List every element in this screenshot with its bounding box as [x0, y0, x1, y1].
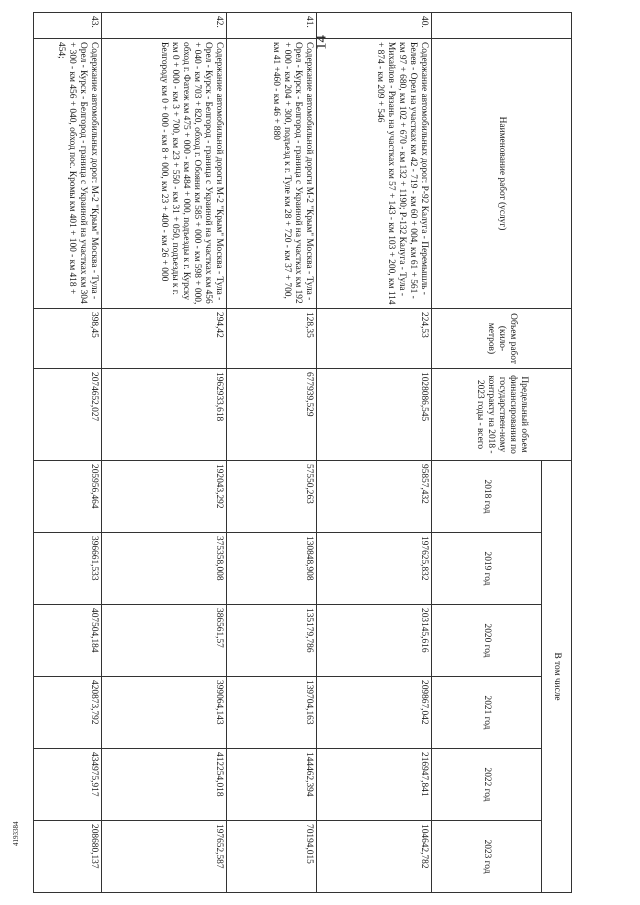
row-name: Содержание автомобильной дороги М-2 "Крым" Москва - Тула - Орел - Курск - Белгород - граница с Украиной на участках км 192 + 000 - км 204 + 300, подъезд к г. Туле км 28 + 720 - км 37 + 700, км 41 +460 - км 46 + 880	[227, 39, 317, 309]
row-2023: 208680,137	[34, 821, 102, 893]
row-total: 1028086,545	[317, 369, 432, 461]
rotated-table-container	[24, 12, 572, 892]
header-year-2022: 2022 год	[432, 749, 542, 821]
table-row	[317, 13, 432, 893]
row-2022: 144462,394	[227, 749, 317, 821]
row-volume: 294,42	[102, 309, 227, 369]
row-number: 41.	[227, 13, 317, 39]
row-2018: 57550,263	[227, 461, 317, 533]
row-2022: 412254,018	[102, 749, 227, 821]
header-year-2021: 2021 год	[432, 677, 542, 749]
row-name: Содержание автомобильной дороги М-2 "Крым" Москва - Тула - Орел - Курск - Белгород - граница с Украиной на участках км 456 + 040 - км 703 + 820, обход г. Обояни км 585 + 000 - км 598 + 000, обход г. Фатеж км 475 + 000 - км 484 + 000, подъезды к г. Курску км 0 + 000 - км 3 + 700, км 23 + 550 - км 31 + 050, подъезды к г. Белгороду км 0 + 000 - км 8 + 000, км 23 + 400 - км 26 + 000	[102, 39, 227, 309]
row-2018: 95857,432	[317, 461, 432, 533]
header-volume: Объем работ (кило-метров)	[432, 309, 572, 369]
row-2023: 197652,587	[102, 821, 227, 893]
row-2019: 375358,008	[102, 533, 227, 605]
row-2022: 434975,917	[34, 749, 102, 821]
row-2022: 216947,841	[317, 749, 432, 821]
row-volume: 398,45	[34, 309, 102, 369]
row-2021: 399064,143	[102, 677, 227, 749]
row-total: 677939,529	[227, 369, 317, 461]
row-2021: 420873,792	[34, 677, 102, 749]
row-2020: 386561,57	[102, 605, 227, 677]
page-number: 14	[313, 35, 330, 50]
row-number: 42.	[102, 13, 227, 39]
table-row	[227, 13, 317, 893]
row-2020: 203145,616	[317, 605, 432, 677]
row-2021: 209867,042	[317, 677, 432, 749]
financing-table	[33, 12, 572, 893]
row-2023: 70194,015	[227, 821, 317, 893]
header-year-2018: 2018 год	[432, 461, 542, 533]
row-number: 40.	[317, 13, 432, 39]
table-row	[102, 13, 227, 893]
header-in-total: В том числе	[542, 461, 572, 893]
row-total: 1962933,618	[102, 369, 227, 461]
row-volume: 128,35	[227, 309, 317, 369]
document-code: 4193384	[12, 821, 20, 846]
row-2018: 192043,292	[102, 461, 227, 533]
header-name: Наименование работ (услуг)	[432, 39, 572, 309]
header-year-2019: 2019 год	[432, 533, 542, 605]
row-2020: 407504,184	[34, 605, 102, 677]
header-number-blank	[432, 13, 572, 39]
row-name: Содержание автомобильных дорог: Р-92 Калуга - Перемышль - Белев - Орел на участках км 42 - 719 - км 60 + 004, км 61 + 561 - км 97 + 680, км 102 + 670 - км 132 + 1190; Р-132 Калуга - Тула - Михайлов - Рязань на участках км 57 + 143 - км 103 + 200, км 114 + 874 - км 209 + 546	[317, 39, 432, 309]
row-volume: 224,53	[317, 309, 432, 369]
row-2019: 130848,908	[227, 533, 317, 605]
row-number: 43.	[34, 13, 102, 39]
header-year-2023: 2023 год	[432, 821, 542, 893]
row-2020: 135179,786	[227, 605, 317, 677]
row-2019: 197625,832	[317, 533, 432, 605]
header-year-2020: 2020 год	[432, 605, 542, 677]
row-2019: 396661,533	[34, 533, 102, 605]
table-row	[34, 13, 102, 893]
header-limit: Предельный объем финансирования по государствен-ному контракту на 2018 - 2023 годы - всего	[432, 369, 572, 461]
row-total: 2074652,027	[34, 369, 102, 461]
row-2023: 104642,782	[317, 821, 432, 893]
row-2018: 205956,464	[34, 461, 102, 533]
row-name: Содержание автомобильных дорог: М-2 "Крым" Москва - Тула - Орел - Курск - Белгород - граница с Украиной на участках км 304 + 300 - км 456 + 040, обход пос. Кромы км 401 + 100 - км 418 + 454;	[34, 39, 102, 309]
row-2021: 139704,163	[227, 677, 317, 749]
